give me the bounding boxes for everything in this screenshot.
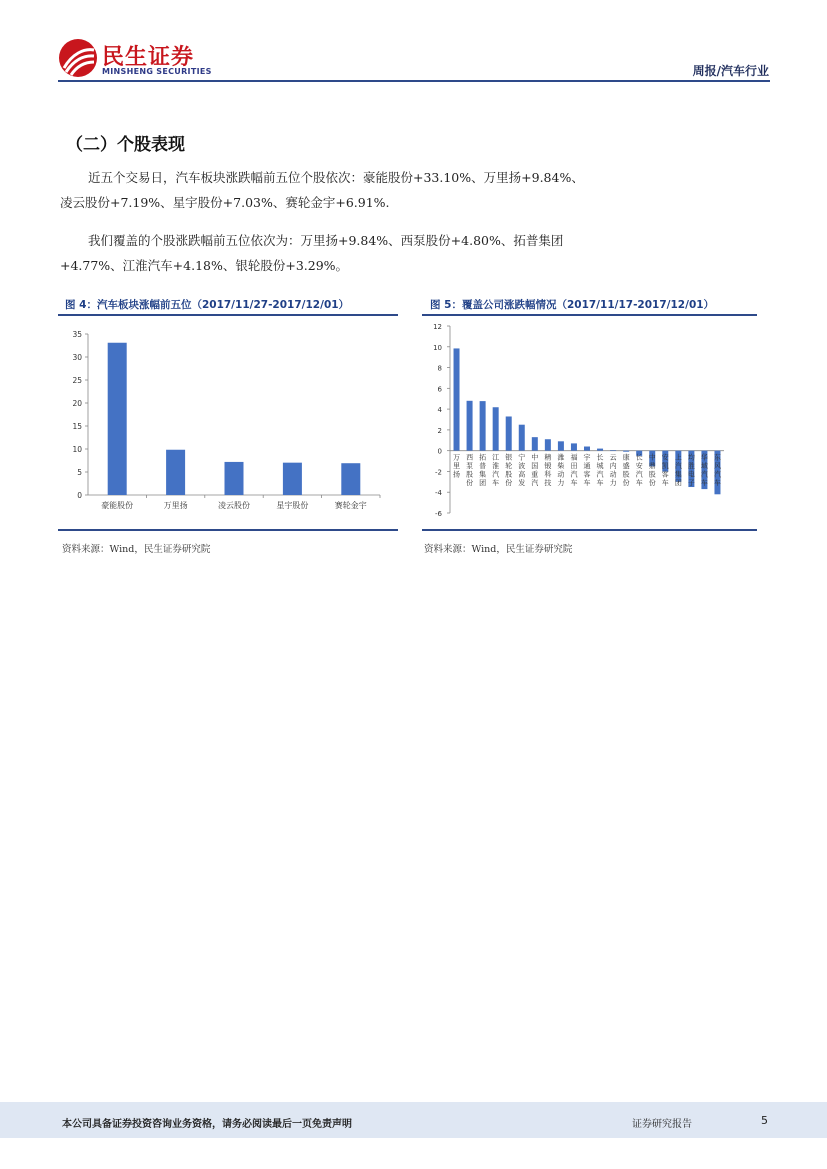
bar: [341, 463, 360, 495]
y-tick-label: 10: [433, 343, 442, 352]
bar: [506, 416, 512, 450]
figure-4-title: 图 4：汽车板块涨幅前五位（2017/11/27-2017/12/01）: [65, 299, 350, 311]
y-tick-label: 8: [437, 364, 442, 373]
x-tick-label: 潍柴动力: [557, 453, 565, 488]
bar: [454, 348, 460, 450]
x-tick-label: 万里扬: [453, 453, 461, 479]
bar: [480, 401, 486, 451]
x-tick-label: 上汽集团: [674, 453, 682, 488]
x-tick-label: 福田汽车: [570, 453, 578, 488]
x-tick-label: 中鼎股份: [648, 453, 656, 488]
bar: [584, 447, 590, 451]
y-tick-label: -6: [435, 510, 442, 518]
figure-5-source: 资料来源：Wind，民生证券研究院: [424, 544, 573, 555]
bar: [108, 343, 127, 495]
x-tick-label: 中国重汽: [531, 453, 539, 488]
x-tick-label: 豪能股份: [101, 501, 134, 510]
y-tick-label: 5: [77, 468, 82, 477]
paragraph-sector-top5: [60, 165, 660, 215]
x-tick-label: 万里扬: [163, 501, 188, 510]
x-tick-label: 东风汽车: [713, 453, 721, 488]
bar: [467, 401, 473, 451]
bar: [610, 450, 616, 451]
figure-5-title: 图 5：覆盖公司涨跌幅情况（2017/11/17-2017/12/01）: [430, 299, 715, 311]
page-number: 5: [761, 1114, 768, 1127]
y-tick-label: 4: [437, 406, 442, 415]
x-tick-label: 凌云股份: [218, 501, 250, 510]
y-tick-label: 12: [433, 323, 442, 331]
y-tick-label: -2: [435, 468, 442, 477]
x-tick-label: 宁波高发: [518, 453, 526, 488]
y-tick-label: 6: [437, 385, 442, 394]
x-tick-label: 安凯客车: [661, 453, 669, 488]
bar: [571, 443, 577, 450]
bar: [597, 449, 603, 451]
paragraph-line: 近五个交易日，汽车板块涨跌幅前五位个股依次：豪能股份+33.10%、万里扬+9.84%、: [88, 170, 584, 185]
x-tick-label: 长安汽车: [635, 453, 643, 488]
paragraph-line: 凌云股份+7.19%、星宇股份+7.03%、赛轮金宇+6.91%.: [60, 195, 390, 210]
figure-5-top-rule: [422, 314, 757, 316]
section-title: （二）个股表现: [66, 135, 185, 155]
x-tick-label: 星宇股份: [276, 501, 309, 510]
report-type-label: 周报/汽车行业: [692, 64, 769, 78]
y-tick-label: 20: [72, 399, 82, 408]
chart-coverage-performance: [422, 318, 757, 526]
bar: [283, 463, 302, 495]
header-divider: [58, 80, 770, 82]
paragraph-coverage-top5: [60, 228, 660, 278]
figure-4-source: 资料来源：Wind，民生证券研究院: [62, 544, 211, 555]
y-tick-label: 2: [437, 426, 442, 435]
minsheng-logo-icon: [58, 38, 98, 78]
bar: [166, 450, 185, 495]
x-tick-label: 长城汽车: [596, 453, 604, 488]
bar: [558, 441, 564, 450]
x-tick-label: 宇通客车: [583, 453, 591, 488]
chart-sector-top5: [58, 318, 398, 526]
footer-report-label: 证券研究报告: [632, 1119, 692, 1130]
x-tick-label: 银轮股份: [505, 453, 513, 488]
bar: [225, 462, 244, 495]
paragraph-line: +4.77%、江淮汽车+4.18%、银轮股份+3.29%。: [60, 258, 349, 273]
y-tick-label: 0: [437, 447, 442, 456]
x-tick-label: 江淮汽车: [492, 453, 500, 488]
y-tick-label: 0: [77, 491, 82, 500]
x-tick-label: 拓普集团: [479, 453, 487, 488]
x-tick-label: 华域汽车: [700, 453, 708, 488]
x-tick-label: 赛轮金宇: [334, 501, 367, 510]
y-tick-label: 10: [72, 445, 82, 454]
x-tick-label: 西泵股份: [466, 453, 474, 488]
x-tick-label: 康盛股份: [622, 453, 630, 488]
bar: [532, 437, 538, 451]
x-tick-label: 云内动力: [609, 453, 617, 488]
y-tick-label: -4: [435, 489, 442, 498]
bar: [623, 451, 629, 452]
bar: [545, 439, 551, 450]
y-tick-label: 15: [72, 422, 82, 431]
bar: [493, 407, 499, 450]
footer-disclaimer: 本公司具备证券投资咨询业务资格，请务必阅读最后一页免责声明: [62, 1119, 352, 1130]
y-tick-label: 35: [72, 330, 82, 339]
paragraph-line: 我们覆盖的个股涨跌幅前五位依次为：万里扬+9.84%、西泵股份+4.80%、拓普集团: [88, 233, 564, 248]
logo-chinese-name: 民生证券: [102, 45, 195, 70]
y-tick-label: 30: [72, 353, 82, 362]
x-tick-label: 精锻科技: [544, 453, 552, 488]
bar: [519, 425, 525, 451]
figure-4-top-rule: [58, 314, 398, 316]
figure-5-bottom-rule: [422, 529, 757, 531]
logo-english-name: MINSHENG SECURITIES: [102, 67, 212, 76]
x-tick-label: 均胜电子: [687, 453, 695, 488]
figure-4-bottom-rule: [58, 529, 398, 531]
y-tick-label: 25: [72, 376, 82, 385]
